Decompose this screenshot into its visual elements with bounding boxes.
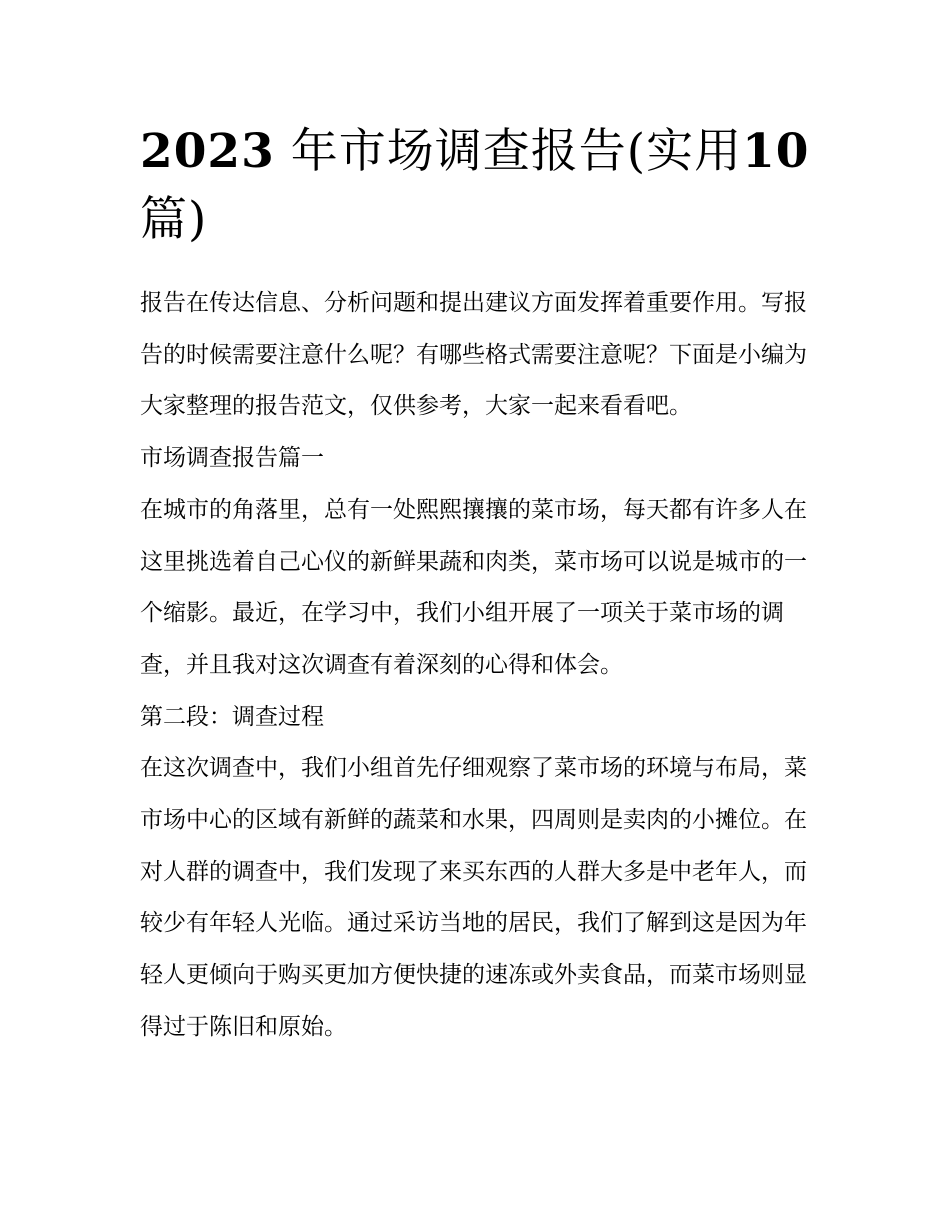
body-paragraph: 在这次调查中，我们小组首先仔细观察了菜市场的环境与布局，菜市场中心的区域有新鲜的蔬菜和水果，四周则是卖肉的小摊位。在对人群的调查中，我们发现了来买东西的人群大多是中老年人，而较少有年轻人光临。通过采访当地的居民，我们了解到这是因为年轻人更倾向于购买更加方便快捷的速冻或外卖食品，而菜市场则显得过于陈旧和原始。 [140, 755, 807, 1040]
body-paragraph: 在城市的角落里，总有一处熙熙攘攘的菜市场，每天都有许多人在这里挑选着自己心仪的新鲜果蔬和肉类，菜市场可以说是城市的一个缩影。最近，在学习中，我们小组开展了一项关于菜市场的调查，并且我对这次调查有着深刻的心得和体会。 [140, 496, 807, 678]
document-body [140, 278, 820, 1054]
title-end: 篇) [140, 192, 208, 247]
section-heading: 市场调查报告篇一 [140, 445, 324, 472]
document-title [140, 118, 820, 254]
section-heading: 第二段：调查过程 [140, 703, 324, 730]
intro-paragraph: 报告在传达信息、分析问题和提出建议方面发挥着重要作用。写报告的时候需要注意什么呢？有哪些格式需要注意呢？下面是小编为大家整理的报告范文，仅供参考，大家一起来看看吧。 [140, 290, 807, 420]
title-count: 10 [742, 124, 810, 179]
title-text: 年市场调查报告(实用 [290, 124, 743, 179]
title-year: 2023 [140, 124, 275, 179]
